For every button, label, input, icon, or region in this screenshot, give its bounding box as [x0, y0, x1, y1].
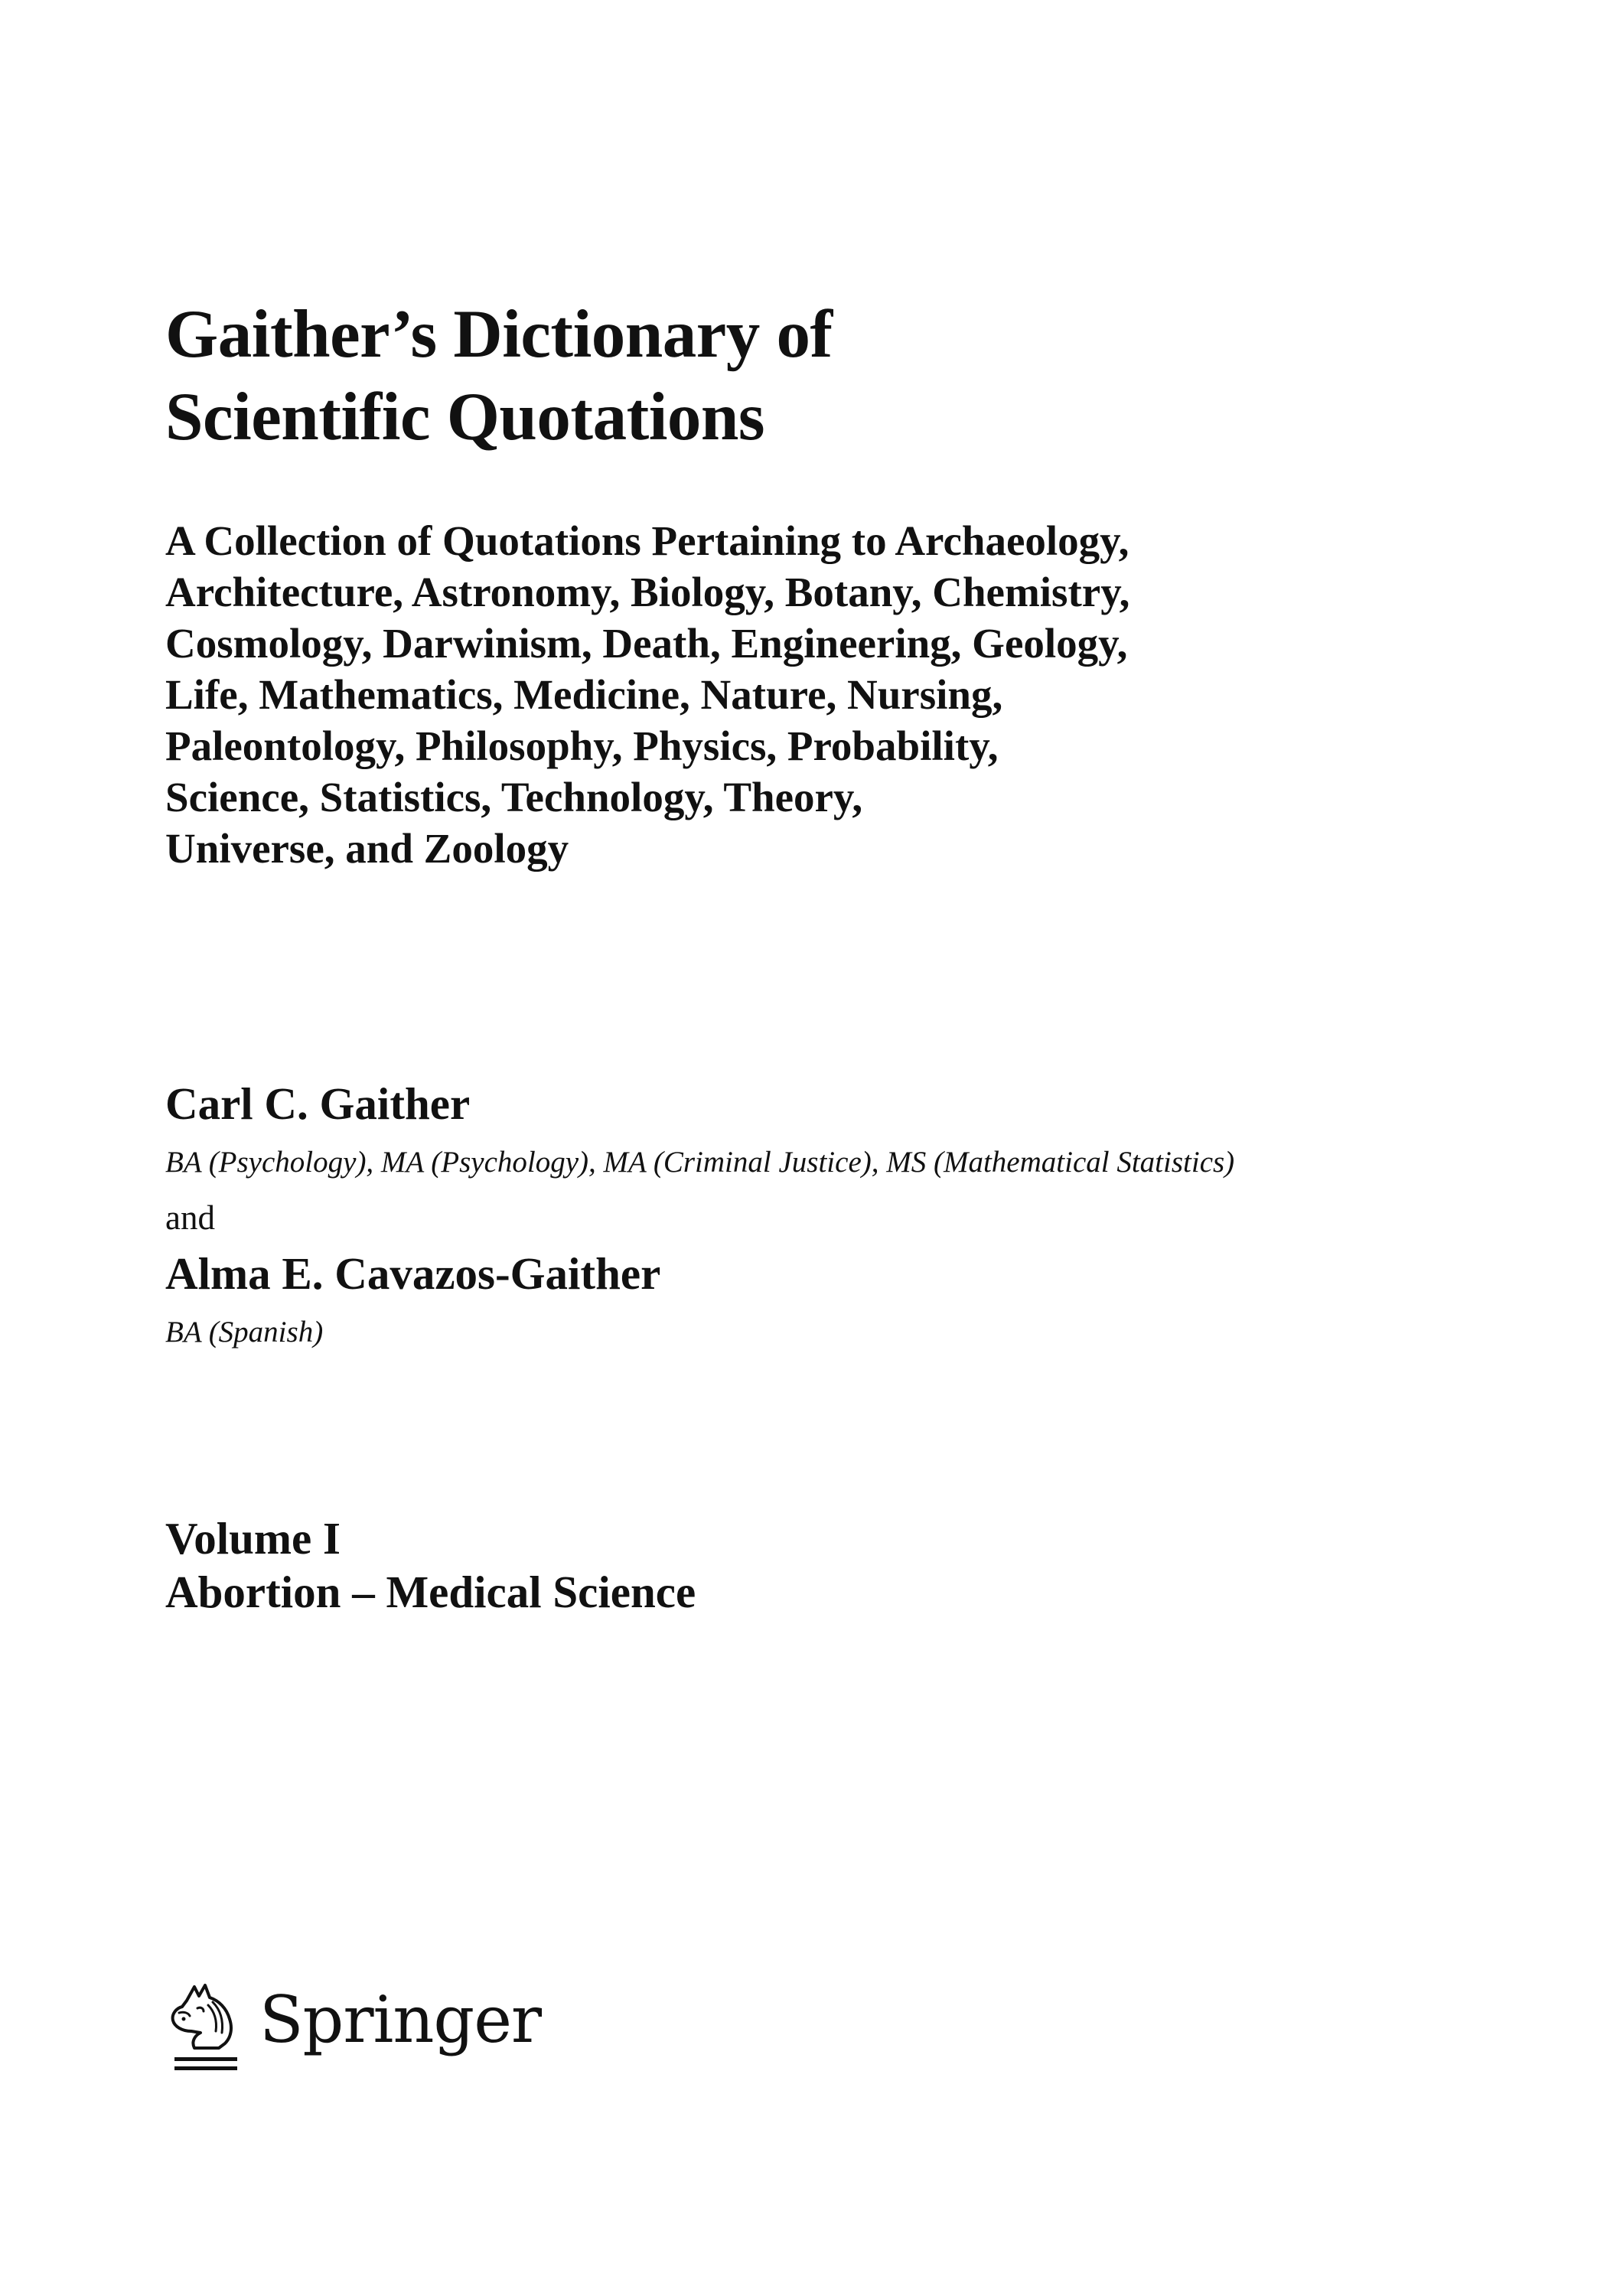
book-subtitle-line-3: Cosmology, Darwinism, Death, Engineering, Geology, [165, 620, 1128, 667]
first-author-degrees: BA (Psychology), MA (Psychology), MA (Criminal Justice), MS (Mathematical Statistics) [165, 1146, 1235, 1179]
book-subtitle-line-5: Paleontology, Philosophy, Physics, Probability, [165, 722, 999, 769]
book-subtitle-line-6: Science, Statistics, Technology, Theory, [165, 774, 863, 820]
book-subtitle-line-4: Life, Mathematics, Medicine, Nature, Nursing, [165, 671, 1003, 718]
springer-horse-head-icon [164, 1978, 248, 2076]
volume-range: Abortion – Medical Science [165, 1567, 696, 1617]
publisher-name: Springer [259, 1982, 542, 2057]
volume-info [165, 1512, 696, 1619]
book-subtitle-line-7: Universe, and Zoology [165, 825, 569, 872]
book-title [165, 293, 833, 458]
book-title-line-2: Scientific Quotations [165, 380, 765, 455]
volume-label: Volume I [165, 1513, 341, 1564]
book-subtitle [165, 515, 1129, 874]
second-author-degrees: BA (Spanish) [165, 1316, 324, 1349]
publisher-imprint [164, 1978, 562, 2077]
book-title-line-1: Gaither’s Dictionary of [165, 297, 833, 372]
author-conjunction: and [165, 1199, 215, 1237]
book-subtitle-line-2: Architecture, Astronomy, Biology, Botany, Chemistry, [165, 569, 1130, 615]
second-author-name: Alma E. Cavazos-Gaither [165, 1248, 661, 1299]
first-author-name: Carl C. Gaither [165, 1078, 471, 1129]
book-subtitle-line-1: A Collection of Quotations Pertaining to Archaeology, [165, 517, 1129, 564]
